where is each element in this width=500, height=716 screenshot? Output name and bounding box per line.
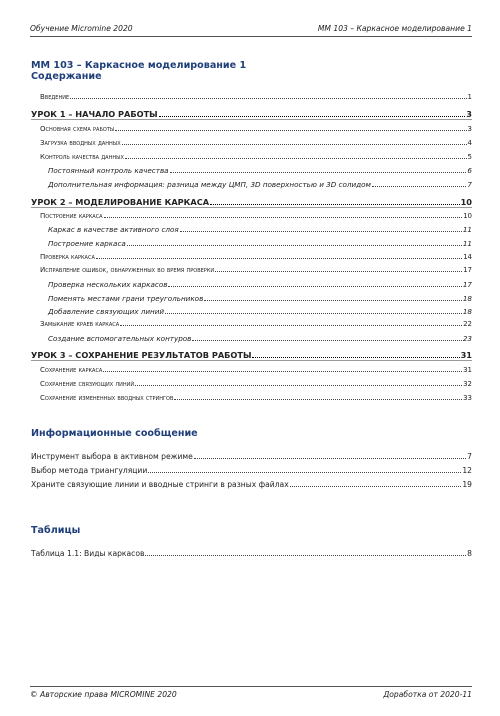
toc-subentry[interactable]: Проверка нескольких каркасов 17 (48, 280, 472, 289)
footer-right-text: Доработка от 2020-11 (383, 690, 472, 699)
footer-left-text: © Авторские права MICROMINE 2020 (30, 690, 177, 699)
page-footer (30, 686, 472, 701)
toc-entry[interactable]: Сохранение измененных вводных стрингов 33 (40, 394, 472, 402)
table-entry[interactable]: Таблица 1.1: Виды каркасов 8 (31, 549, 472, 558)
toc-subentry[interactable]: Дополнительная информация: разница между ЦМП, 3D поверхностью и 3D солидом 7 (48, 180, 472, 189)
document-title-block (31, 60, 246, 82)
toc-entry[interactable]: Сохранение связующих линий 32 (40, 380, 472, 388)
page-header (30, 24, 472, 37)
toc-entry[interactable]: Основная схема работы 3 (40, 125, 472, 133)
toc-entry[interactable]: Сохранение каркаса 31 (40, 366, 472, 374)
toc-entry[interactable]: Загрузка вводных данных 4 (40, 139, 472, 147)
toc-subentry[interactable]: Постоянный контроль качества 6 (48, 166, 472, 175)
toc-entry[interactable]: Контроль качества данных 5 (40, 153, 472, 161)
toc-subentry[interactable]: Создание вспомогательных контуров 23 (48, 334, 472, 343)
toc-lesson-entry[interactable]: УРОК 2 – МОДЕЛИРОВАНИЕ КАРКАСА 10 (31, 197, 472, 207)
toc-entry[interactable]: Проверка каркаса 14 (40, 253, 472, 261)
toc-subentry[interactable]: Построение каркаса 11 (48, 239, 472, 248)
header-right-text: MM 103 – Каркасное моделирование 1 (317, 24, 472, 33)
info-entry[interactable]: Храните связующие линии и вводные стринги в разных файлах 19 (31, 480, 472, 489)
toc-lesson-entry[interactable]: УРОК 1 – НАЧАЛО РАБОТЫ 3 (31, 109, 472, 119)
toc-lesson-entry[interactable]: УРОК 3 – СОХРАНЕНИЕ РЕЗУЛЬТАТОВ РАБОТЫ 31 (31, 350, 472, 360)
info-entry[interactable]: Выбор метода триангуляции 12 (31, 466, 472, 475)
header-left-text: Обучение Micromine 2020 (30, 24, 133, 33)
toc-entry[interactable]: Исправление ошибок, обнаруженных во время проверки 17 (40, 266, 472, 274)
contents-heading: Содержание (31, 71, 102, 82)
toc-entry[interactable]: Введение 1 (40, 93, 472, 101)
toc-subentry[interactable]: Добавление связующих линий 18 (48, 307, 472, 316)
toc-subentry[interactable]: Поменять местами грани треугольников 18 (48, 294, 472, 303)
document-title: MM 103 – Каркасное моделирование 1 (31, 60, 247, 71)
tables-heading: Таблицы (31, 525, 81, 536)
toc-entry[interactable]: Замыкание краев каркаса 22 (40, 320, 472, 328)
toc-subentry[interactable]: Каркас в качестве активного слоя 11 (48, 225, 472, 234)
info-heading: Информационные сообщение (31, 428, 198, 439)
info-entry[interactable]: Инструмент выбора в активном режиме 7 (31, 452, 472, 461)
toc-entry[interactable]: Построение каркаса 10 (40, 212, 472, 220)
